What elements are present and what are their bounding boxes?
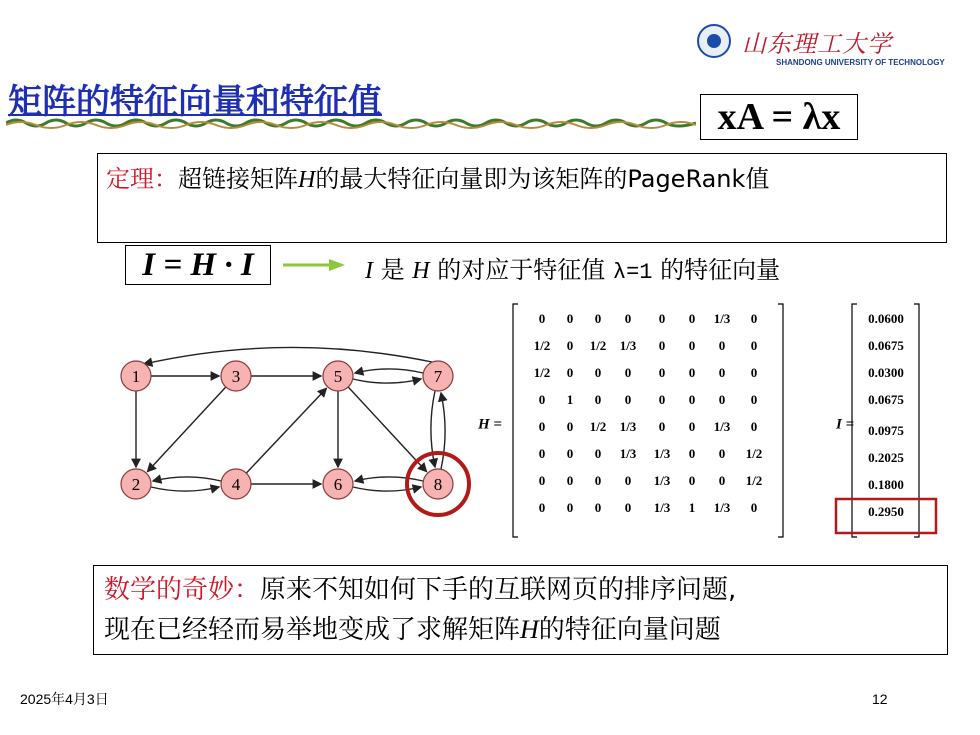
- matrix-cell: 0: [750, 311, 758, 326]
- vector-value: 0.2950: [868, 504, 904, 519]
- graph-edge-7-1: [144, 347, 432, 364]
- matrix-cell: 0: [538, 446, 546, 461]
- conclusion-line-1: [104, 570, 937, 610]
- graph-node-label-6: 6: [333, 475, 343, 494]
- vector-value: 0.0675: [868, 392, 904, 407]
- conclusion-line-2: [104, 610, 937, 650]
- matrix-cell: 0: [750, 419, 758, 434]
- matrix-cell: 0: [538, 419, 546, 434]
- decorative-vine-divider: [6, 117, 696, 129]
- matrix-cell: 0: [658, 419, 666, 434]
- graph-node-label-1: 1: [131, 367, 141, 386]
- matrix-cell: 0: [594, 446, 602, 461]
- graph-edge-5-8: [348, 387, 426, 472]
- matrix-cell: 0: [624, 473, 632, 488]
- theorem-text-before: 超链接矩阵: [178, 165, 298, 193]
- matrix-cell: 1/2: [533, 338, 551, 353]
- vector-symbol: I =: [836, 416, 855, 433]
- matrix-cell: 0: [566, 500, 574, 515]
- explanation-lambda: λ=1: [612, 260, 653, 285]
- slide-title: 矩阵的特征向量和特征值: [8, 82, 382, 122]
- conclusion-matrix-symbol: H: [520, 615, 539, 644]
- matrix-cell: 1/3: [619, 446, 637, 461]
- graph-edge-7-5: [355, 369, 423, 373]
- vector-value: 0.1800: [868, 477, 904, 492]
- eigenvector-explanation: [365, 246, 905, 297]
- explanation-mid2: 的对应于特征值: [429, 256, 613, 284]
- university-seal-icon: [697, 24, 731, 58]
- graph-edge-5-7: [353, 379, 421, 383]
- matrix-cell: 0: [566, 311, 574, 326]
- matrix-cell: 1/3: [653, 500, 671, 515]
- theorem-label: 定理：: [106, 165, 178, 193]
- matrix-cell: 0: [624, 392, 632, 407]
- matrix-cell: 0: [624, 500, 632, 515]
- matrix-cell: 0: [566, 419, 574, 434]
- vector-value: 0.0675: [868, 338, 904, 353]
- conclusion-text-1: 原来不知如何下手的互联网页的排序问题,: [260, 575, 737, 605]
- graph-node-label-8: 8: [433, 475, 443, 494]
- graph-node-label-5: 5: [333, 367, 343, 386]
- page-number: 12: [872, 691, 888, 707]
- matrix-cell: 0: [718, 446, 726, 461]
- matrix-cell: 1/3: [713, 500, 731, 515]
- matrix-cell: 0: [718, 473, 726, 488]
- matrix-cell: 1/3: [713, 419, 731, 434]
- matrix-cell: 1/2: [533, 365, 551, 380]
- matrix-cell: 0: [688, 473, 696, 488]
- conclusion-label: 数学的奇妙：: [104, 575, 261, 605]
- title-formula: xA = λx: [700, 94, 858, 140]
- matrix-cell: 0: [594, 392, 602, 407]
- graph-edge-8-7: [441, 393, 445, 469]
- matrix-and-vector: [478, 302, 948, 552]
- matrix-cell: 0: [566, 446, 574, 461]
- graph-node-label-7: 7: [433, 367, 443, 386]
- pagerank-equation: I = H · I: [125, 245, 271, 285]
- matrix-cell: 0: [594, 311, 602, 326]
- graph-edge-4-5: [246, 388, 326, 473]
- graph-edge-4-2: [153, 477, 221, 481]
- matrix-cell: 0: [538, 500, 546, 515]
- matrix-cell: 0: [718, 365, 726, 380]
- explanation-var-h: H: [412, 258, 430, 284]
- matrix-cell: 0: [594, 365, 602, 380]
- matrix-cell: 1/2: [745, 473, 763, 488]
- right-arrow-icon: [283, 257, 345, 273]
- graph-edge-8-6: [355, 477, 423, 481]
- vector-value: 0.0300: [868, 365, 904, 380]
- matrix-cell: 0: [750, 500, 758, 515]
- matrix-cell: 0: [624, 311, 632, 326]
- university-name-cn: 山东理工大学: [742, 30, 892, 58]
- vector-value: 0.0975: [868, 423, 904, 438]
- matrix-cell: 1/2: [589, 338, 607, 353]
- vector-value: 0.2025: [868, 450, 904, 465]
- graph-node-label-3: 3: [231, 367, 241, 386]
- theorem-text-after: 的最大特征向量即为该矩阵的PageRank值: [315, 165, 770, 193]
- university-name-en: SHANDONG UNIVERSITY OF TECHNOLOGY: [776, 58, 945, 67]
- matrix-cell: 1/3: [713, 311, 731, 326]
- matrix-cell: 0: [566, 338, 574, 353]
- matrix-symbol: H =: [478, 416, 502, 433]
- conclusion-text-2b: 的特征向量问题: [538, 615, 721, 645]
- vector-value: 0.0600: [868, 311, 904, 326]
- matrix-cell: 1/2: [589, 419, 607, 434]
- matrix-cell: 0: [538, 392, 546, 407]
- matrix-bracket-right: [778, 304, 783, 537]
- graph-node-label-4: 4: [231, 475, 241, 494]
- graph-edge-3-2: [148, 387, 226, 472]
- matrix-cell: 1/2: [745, 446, 763, 461]
- matrix-cell: 0: [594, 500, 602, 515]
- matrix-cell: 0: [750, 392, 758, 407]
- matrix-cell: 0: [658, 392, 666, 407]
- matrix-cell: 1/3: [619, 419, 637, 434]
- explanation-end: 的特征向量: [652, 256, 781, 284]
- matrix-cell: 0: [594, 473, 602, 488]
- footer-date: 2025年4月3日: [20, 691, 109, 707]
- matrix-cell: 0: [718, 392, 726, 407]
- graph-node-label-2: 2: [131, 475, 141, 494]
- matrix-cell: 0: [624, 365, 632, 380]
- graph-edge-2-4: [151, 487, 219, 491]
- matrix-cell: 0: [750, 365, 758, 380]
- theorem-box: [97, 153, 947, 243]
- matrix-cell: 0: [538, 473, 546, 488]
- matrix-cell: 0: [566, 365, 574, 380]
- explanation-mid: 是: [373, 256, 413, 284]
- matrix-cell: 1/3: [653, 473, 671, 488]
- matrix-cell: 0: [658, 311, 666, 326]
- graph-edge-6-8: [353, 487, 421, 491]
- matrix-cell: 1/3: [653, 446, 671, 461]
- explanation-var-i: I: [365, 258, 373, 284]
- vector-bracket-right: [914, 304, 919, 537]
- seal-center: [707, 34, 721, 48]
- conclusion-text-2a: 现在已经轻而易举地变成了求解矩阵: [104, 615, 521, 645]
- matrix-cell: 0: [658, 365, 666, 380]
- matrix-cell: 1/3: [619, 338, 637, 353]
- conclusion-box: [93, 565, 948, 655]
- matrix-cell: 1: [688, 500, 696, 515]
- matrix-cell: 0: [718, 338, 726, 353]
- matrix-cell: 0: [750, 338, 758, 353]
- matrix-cell: 0: [538, 311, 546, 326]
- theorem-matrix-symbol: H: [298, 167, 316, 193]
- matrix-cell: 0: [688, 311, 696, 326]
- matrix-cell: 0: [688, 392, 696, 407]
- matrix-cell: 0: [658, 338, 666, 353]
- matrix-cell: 0: [688, 419, 696, 434]
- matrix-cell: 0: [688, 365, 696, 380]
- matrix-cell: 0: [566, 473, 574, 488]
- link-graph: [100, 340, 480, 520]
- matrix-cell: 0: [688, 446, 696, 461]
- matrix-cell: 1: [566, 392, 574, 407]
- matrix-cell: 0: [688, 338, 696, 353]
- matrix-bracket-left: [513, 304, 518, 537]
